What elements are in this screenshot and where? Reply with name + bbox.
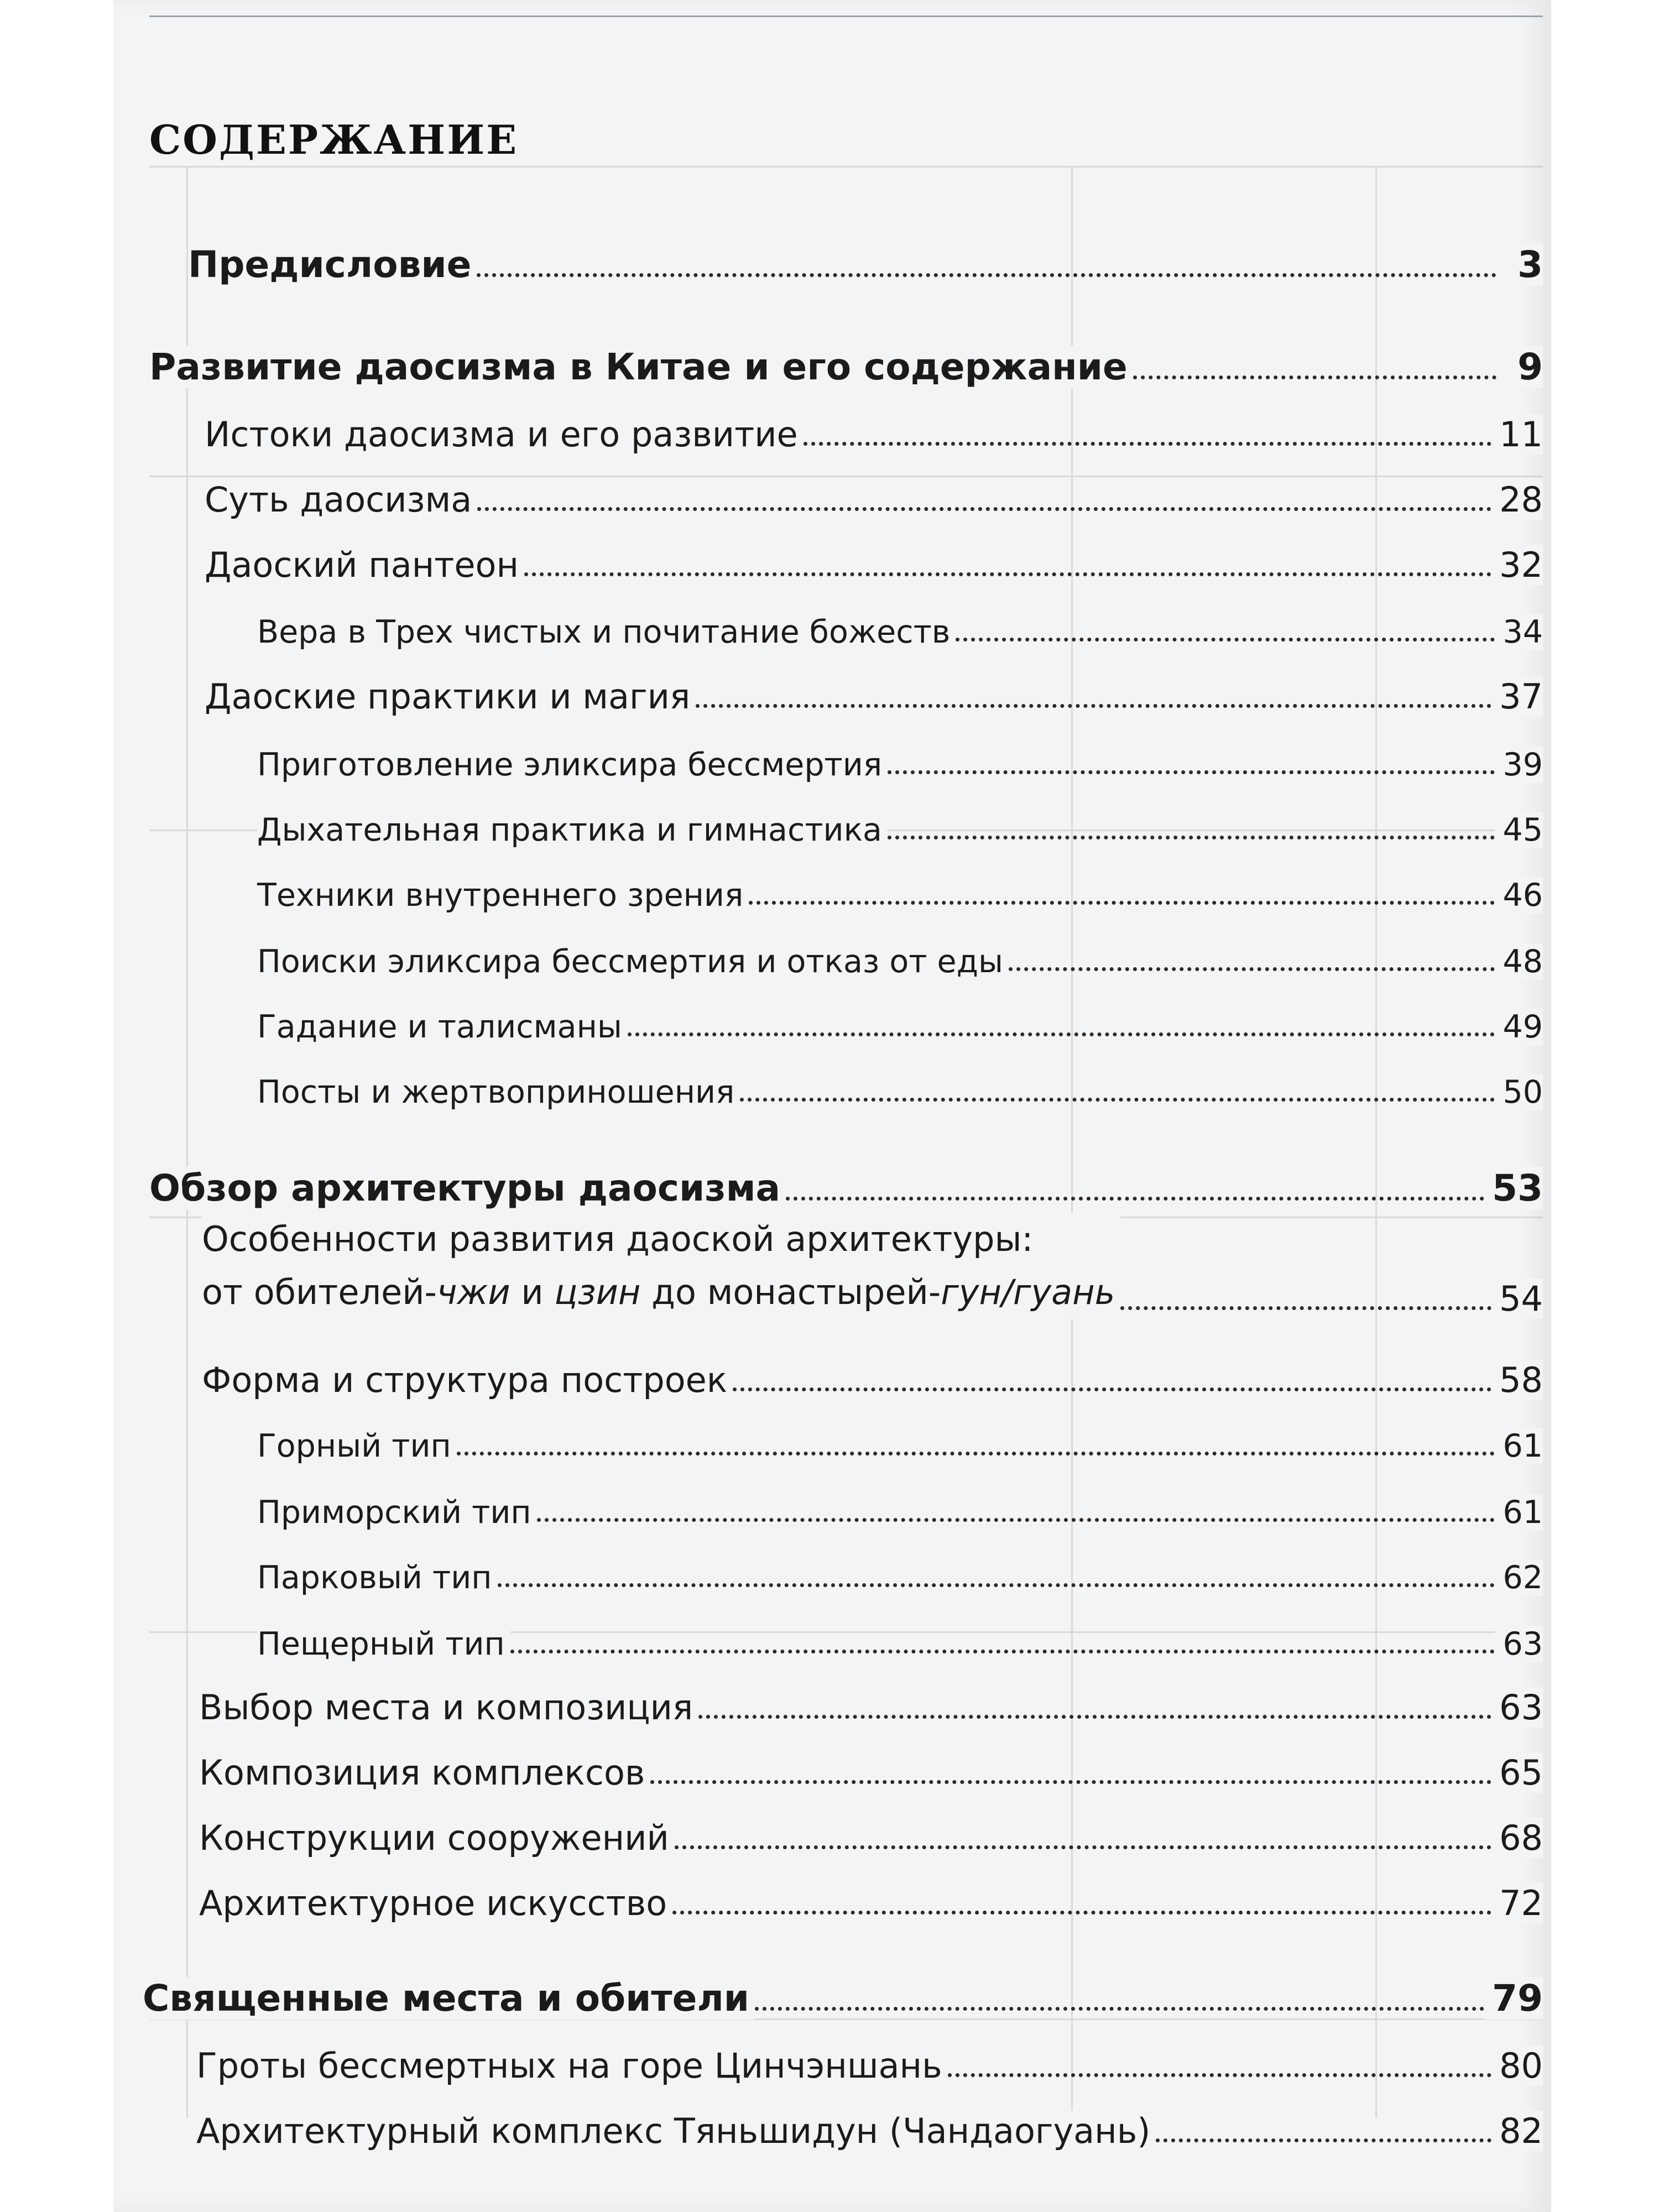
toc-page-number: 53 [1484, 1167, 1543, 1209]
toc-entry-subsection[interactable] [257, 1060, 1543, 1110]
toc-entry-title: Приморский тип [257, 1494, 537, 1531]
toc-entry-title: Архитектурный комплекс Тяньшидун (Чандаогуань) [196, 2111, 1156, 2151]
dot-leader [740, 1098, 1495, 1102]
dot-leader [948, 2073, 1491, 2077]
toc-entry-preface[interactable] [188, 235, 1543, 286]
toc-page-number: 46 [1495, 877, 1543, 914]
toc-entry-chapter[interactable] [143, 1969, 1543, 2020]
dot-leader [650, 1780, 1491, 1784]
toc-page-number: 28 [1491, 479, 1543, 520]
toc-entry-title: Техники внутреннего зрения [257, 877, 749, 914]
dot-leader [1133, 375, 1496, 379]
toc-page-number: 62 [1495, 1559, 1543, 1596]
toc-page-number: 37 [1491, 676, 1543, 717]
toc-entry-section[interactable] [196, 2035, 1543, 2086]
toc-page-number: 63 [1491, 1687, 1543, 1728]
dot-leader [1120, 1306, 1491, 1310]
dot-leader [786, 1197, 1484, 1201]
dot-leader [749, 901, 1495, 905]
toc-page-number: 82 [1491, 2111, 1543, 2151]
toc-page-number: 68 [1491, 1818, 1543, 1858]
toc-entry-subsection[interactable] [257, 1611, 1543, 1662]
toc-entry-section[interactable] [205, 534, 1543, 585]
dot-leader [524, 572, 1491, 576]
toc-entry-title: Суть даосизма [205, 479, 477, 520]
toc-entry-title: Композиция комплексов [199, 1752, 650, 1793]
dot-leader [457, 1452, 1495, 1455]
toc-page-number: 34 [1495, 614, 1543, 650]
toc-entry-title: Горный тип [257, 1428, 457, 1464]
toc-entry-chapter[interactable] [149, 337, 1543, 388]
toc-entry-title: Архитектурное искусство [199, 1883, 672, 1923]
toc-page-number: 72 [1491, 1883, 1543, 1923]
toc-entry-title: Священные места и обители [143, 1977, 755, 2020]
dot-leader [675, 1845, 1491, 1849]
toc-entry-title-line1: Особенности развития даоской архитектуры: [202, 1219, 1034, 1259]
toc-entry-title: Истоки даосизма и его развитие [205, 414, 804, 455]
toc-entry-subsection[interactable] [257, 863, 1543, 914]
toc-entry-title: Гроты бессмертных на горе Цинчэншань [196, 2046, 948, 2086]
toc-entry-title: Гадание и талисманы [257, 1009, 628, 1045]
dot-leader [498, 1583, 1495, 1587]
dot-leader [888, 836, 1495, 839]
toc-entry-subsection[interactable] [257, 994, 1543, 1045]
dot-leader [698, 1715, 1491, 1719]
toc-entry-subsection[interactable] [257, 599, 1543, 650]
toc-entry-section[interactable] [199, 1807, 1543, 1858]
toc-entry-subsection[interactable] [257, 732, 1543, 783]
toc-entry-title: Выбор места и композиция [199, 1687, 698, 1728]
toc-page-number: 50 [1495, 1074, 1543, 1110]
toc-entry-title: Посты и жертвоприношения [257, 1074, 740, 1110]
toc-page-number: 49 [1495, 1009, 1543, 1045]
toc-entry-section[interactable] [196, 2100, 1543, 2151]
toc-page-number: 61 [1495, 1494, 1543, 1531]
toc-heading: СОДЕРЖАНИЕ [149, 116, 519, 163]
dot-leader [956, 638, 1495, 641]
toc-page-number: 3 [1496, 243, 1543, 286]
toc-page-number: 65 [1491, 1752, 1543, 1793]
toc-page-number: 79 [1484, 1977, 1543, 2020]
dot-leader [1156, 2138, 1491, 2142]
toc-entry-section[interactable] [205, 469, 1543, 520]
toc-page-number: 80 [1491, 2046, 1543, 2086]
toc-entry-section[interactable] [205, 666, 1543, 717]
toc-page-number: 39 [1495, 747, 1543, 783]
toc-entry-title: Конструкции сооружений [199, 1818, 675, 1858]
toc-page-number: 45 [1495, 812, 1543, 848]
toc-entry-title: Развитие даосизма в Китае и его содержание [149, 346, 1133, 388]
toc-entry-title: Дыхательная практика и гимнастика [257, 812, 888, 848]
toc-entry-section[interactable] [202, 1349, 1543, 1400]
toc-page-number: 61 [1495, 1428, 1543, 1464]
toc-entry-section[interactable] [199, 1742, 1543, 1793]
dot-leader [477, 273, 1496, 277]
toc-page-number: 32 [1491, 545, 1543, 585]
toc-page-number: 9 [1496, 346, 1543, 388]
toc-entry-subsection[interactable] [257, 929, 1543, 980]
toc-entry-subsection[interactable] [257, 797, 1543, 848]
dot-leader [537, 1518, 1495, 1522]
toc-entry-subsection[interactable] [257, 1413, 1543, 1464]
toc-page-number: 63 [1495, 1626, 1543, 1662]
toc-entry-title-line2: от обителей-чжи и цзин до монастырей-гун/гуань [202, 1272, 1115, 1312]
dot-leader [477, 507, 1491, 511]
toc-entry-title: Парковый тип [257, 1559, 498, 1596]
toc-page-number: 58 [1491, 1360, 1543, 1400]
dot-leader [733, 1387, 1491, 1391]
toc-entry-subsection[interactable] [257, 1545, 1543, 1596]
toc-entry-title: Обзор архитектуры даосизма [149, 1167, 786, 1209]
top-rule [149, 15, 1543, 17]
toc-entry-section-multiline[interactable] [202, 1219, 1543, 1319]
toc-entry-title: Вера в Трех чистых и почитание божеств [257, 614, 956, 650]
dot-leader [510, 1650, 1495, 1653]
toc-entry-section[interactable] [205, 404, 1543, 455]
toc-entry-section[interactable] [199, 1872, 1543, 1923]
toc-page-number: 48 [1495, 943, 1543, 980]
dot-leader [755, 2007, 1484, 2011]
toc-entry-subsection[interactable] [257, 1480, 1543, 1531]
dot-leader [1009, 967, 1495, 971]
toc-page-number: 11 [1491, 414, 1543, 455]
toc-page-number: 54 [1491, 1279, 1543, 1319]
dot-leader [628, 1032, 1495, 1036]
toc-entry-title: Даоские практики и магия [205, 676, 696, 717]
toc-entry-title: Форма и структура построек [202, 1360, 733, 1400]
toc-entry-title: Пещерный тип [257, 1626, 510, 1662]
toc-entry-title: Поиски эликсира бессмертия и отказ от еды [257, 943, 1009, 980]
toc-entry-section[interactable] [199, 1677, 1543, 1728]
dot-leader [672, 1911, 1491, 1914]
dot-leader [696, 704, 1491, 708]
dot-leader [804, 442, 1491, 446]
toc-entry-title: Предисловие [188, 243, 477, 286]
toc-entry-title: Даоский пантеон [205, 545, 524, 585]
toc-entry-chapter[interactable] [149, 1159, 1543, 1209]
toc-entry-title: Приготовление эликсира бессмертия [257, 747, 888, 783]
toc-entry-title [202, 1213, 1120, 1319]
dot-leader [888, 770, 1495, 774]
